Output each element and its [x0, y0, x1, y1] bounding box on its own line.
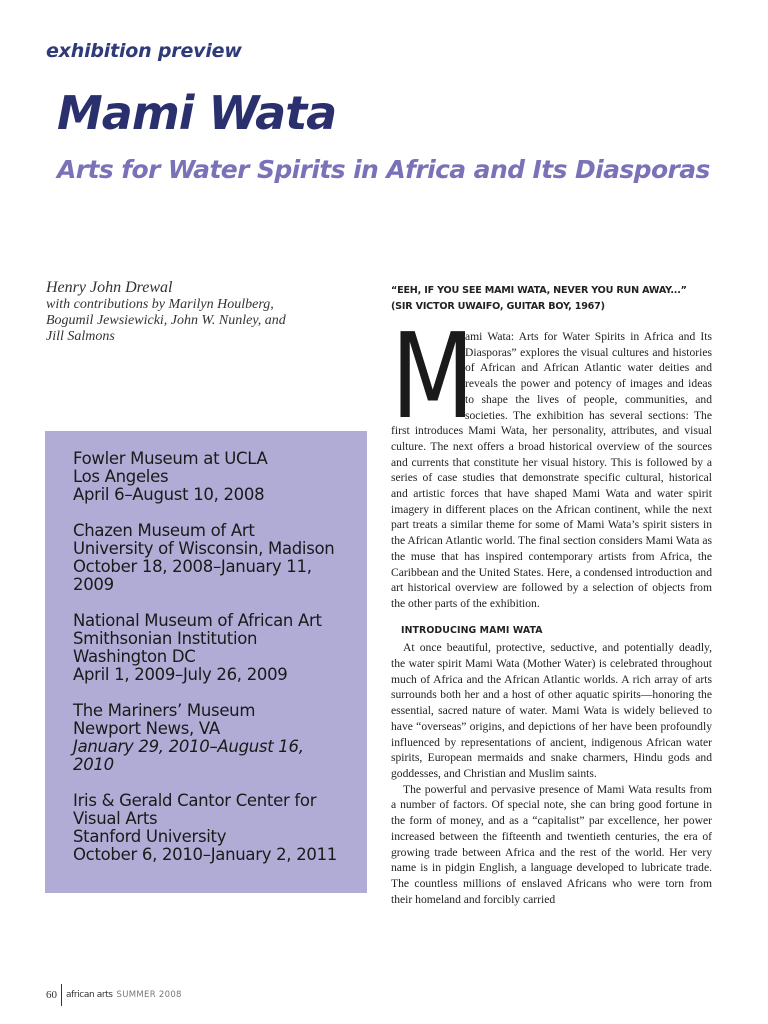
venue-line: Newport News, VA	[73, 719, 220, 738]
page-number: 60	[46, 989, 57, 1001]
venue-line: National Museum of African Art	[73, 611, 322, 630]
body-paragraph: The powerful and pervasive presence of Mami Wata results from a number of factors. Of special note, she can bring good fortune in the form of money, and as a “capitalist” par excellence, her power increased between the fifteenth and twentieth centuries, the era of growing trade between Africa and the rest of the world. Her very name is in pidgin English, a language developed to lubricate trade. The countless millions of enslaved Africans who were torn from their homeland and forcibly carried	[391, 782, 712, 906]
section-kicker: exhibition preview	[46, 40, 242, 62]
issue-date: SUMMER 2008	[116, 990, 182, 1000]
body-paragraph: At once beautiful, protective, seductive, and potentially deadly, the water spirit Mami Wata (Mother Water) is celebrated throughout much of Africa and the African Atlantic worlds. A rich array of arts surrounds both her and a host of other aquatic spirits—honoring the essential, sacred nature of water. Mami Wata is widely believed to have “overseas” origins, and depictions of her have been profoundly influenced by representations of ancient, indigenous African water spirits, European mermaids and snake charmers, Hindu gods and goddesses, and Christian and Muslim saints.	[391, 641, 712, 780]
section-heading: INTRODUCING MAMI WATA	[401, 624, 543, 636]
venue-line: Chazen Museum of Art	[73, 521, 255, 540]
epigraph-quote: “EEH, IF YOU SEE MAMI WATA, NEVER YOU RUN AWAY...”	[391, 285, 687, 296]
venue-item	[73, 450, 349, 504]
venue-item	[73, 612, 349, 684]
venue-line: Iris & Gerald Cantor Center for Visual Arts	[73, 791, 317, 828]
article-title: Mami Wata	[57, 86, 337, 140]
magazine-name: african arts	[66, 990, 113, 1000]
venue-line: University of Wisconsin, Madison	[73, 539, 335, 558]
page-footer	[46, 984, 182, 1006]
drop-cap: M	[391, 307, 475, 445]
article-body	[391, 307, 712, 907]
venue-line: Smithsonian Institution	[73, 629, 258, 648]
intro-text: ami Wata: Arts for Water Spirits in Africa and Its Diasporas” explores the visual cultures and histories of African and African Atlantic water deities and reveals the power and potency of images and ideas to shape the lives of people, communities, and societies. The exhibition has several sections: The first introduces Mami Wata, her personality, attributes, and visual culture. The next offers a broad historical overview of the sources and currents that constitute her visual history. This is followed by a series of case studies that demonstrate specific cultural, historical and artistic forces that have shaped Mami Wata and water spirit imagery in different places on the African continent, while the next part treats a similar theme for some of Mami Wata’s spirit sisters in the African Atlantic world. The final section considers Mami Wata as the muse that has inspired contemporary artists from Africa, the Caribbean and the United States. Here, a condensed introduction and art historical overview are followed by a selection of objects from the other parts of the exhibition.	[391, 330, 712, 610]
article-subtitle: Arts for Water Spirits in Africa and Its Diasporas	[57, 155, 710, 184]
venue-item	[73, 792, 349, 864]
venue-dates: April 6–August 10, 2008	[73, 485, 265, 504]
epigraph-source: (SIR VICTOR UWAIFO, GUITAR BOY, 1967)	[391, 301, 605, 312]
venue-dates: October 6, 2010–January 2, 2011	[73, 845, 337, 864]
venue-dates: October 18, 2008–January 11, 2009	[73, 557, 312, 594]
venue-line: Stanford University	[73, 827, 227, 846]
venue-dates: April 1, 2009–July 26, 2009	[73, 665, 288, 684]
author-name: Henry John Drewal	[46, 279, 173, 296]
intro-paragraph	[391, 307, 712, 612]
venue-item	[73, 522, 349, 594]
venue-line: The Mariners’ Museum	[73, 701, 256, 720]
venue-sidebar	[45, 431, 367, 893]
venue-line: Los Angeles	[73, 467, 169, 486]
venue-dates: January 29, 2010–August 16, 2010	[73, 737, 304, 774]
venue-line: Washington DC	[73, 647, 196, 666]
venue-line: Fowler Museum at UCLA	[73, 449, 268, 468]
author-contributors: with contributions by Marilyn Houlberg, Bogumil Jewsiewicki, John W. Nunley, and Jill Salmons	[46, 297, 286, 344]
author-block	[46, 278, 306, 345]
venue-item	[73, 702, 349, 774]
footer-divider	[61, 984, 62, 1006]
